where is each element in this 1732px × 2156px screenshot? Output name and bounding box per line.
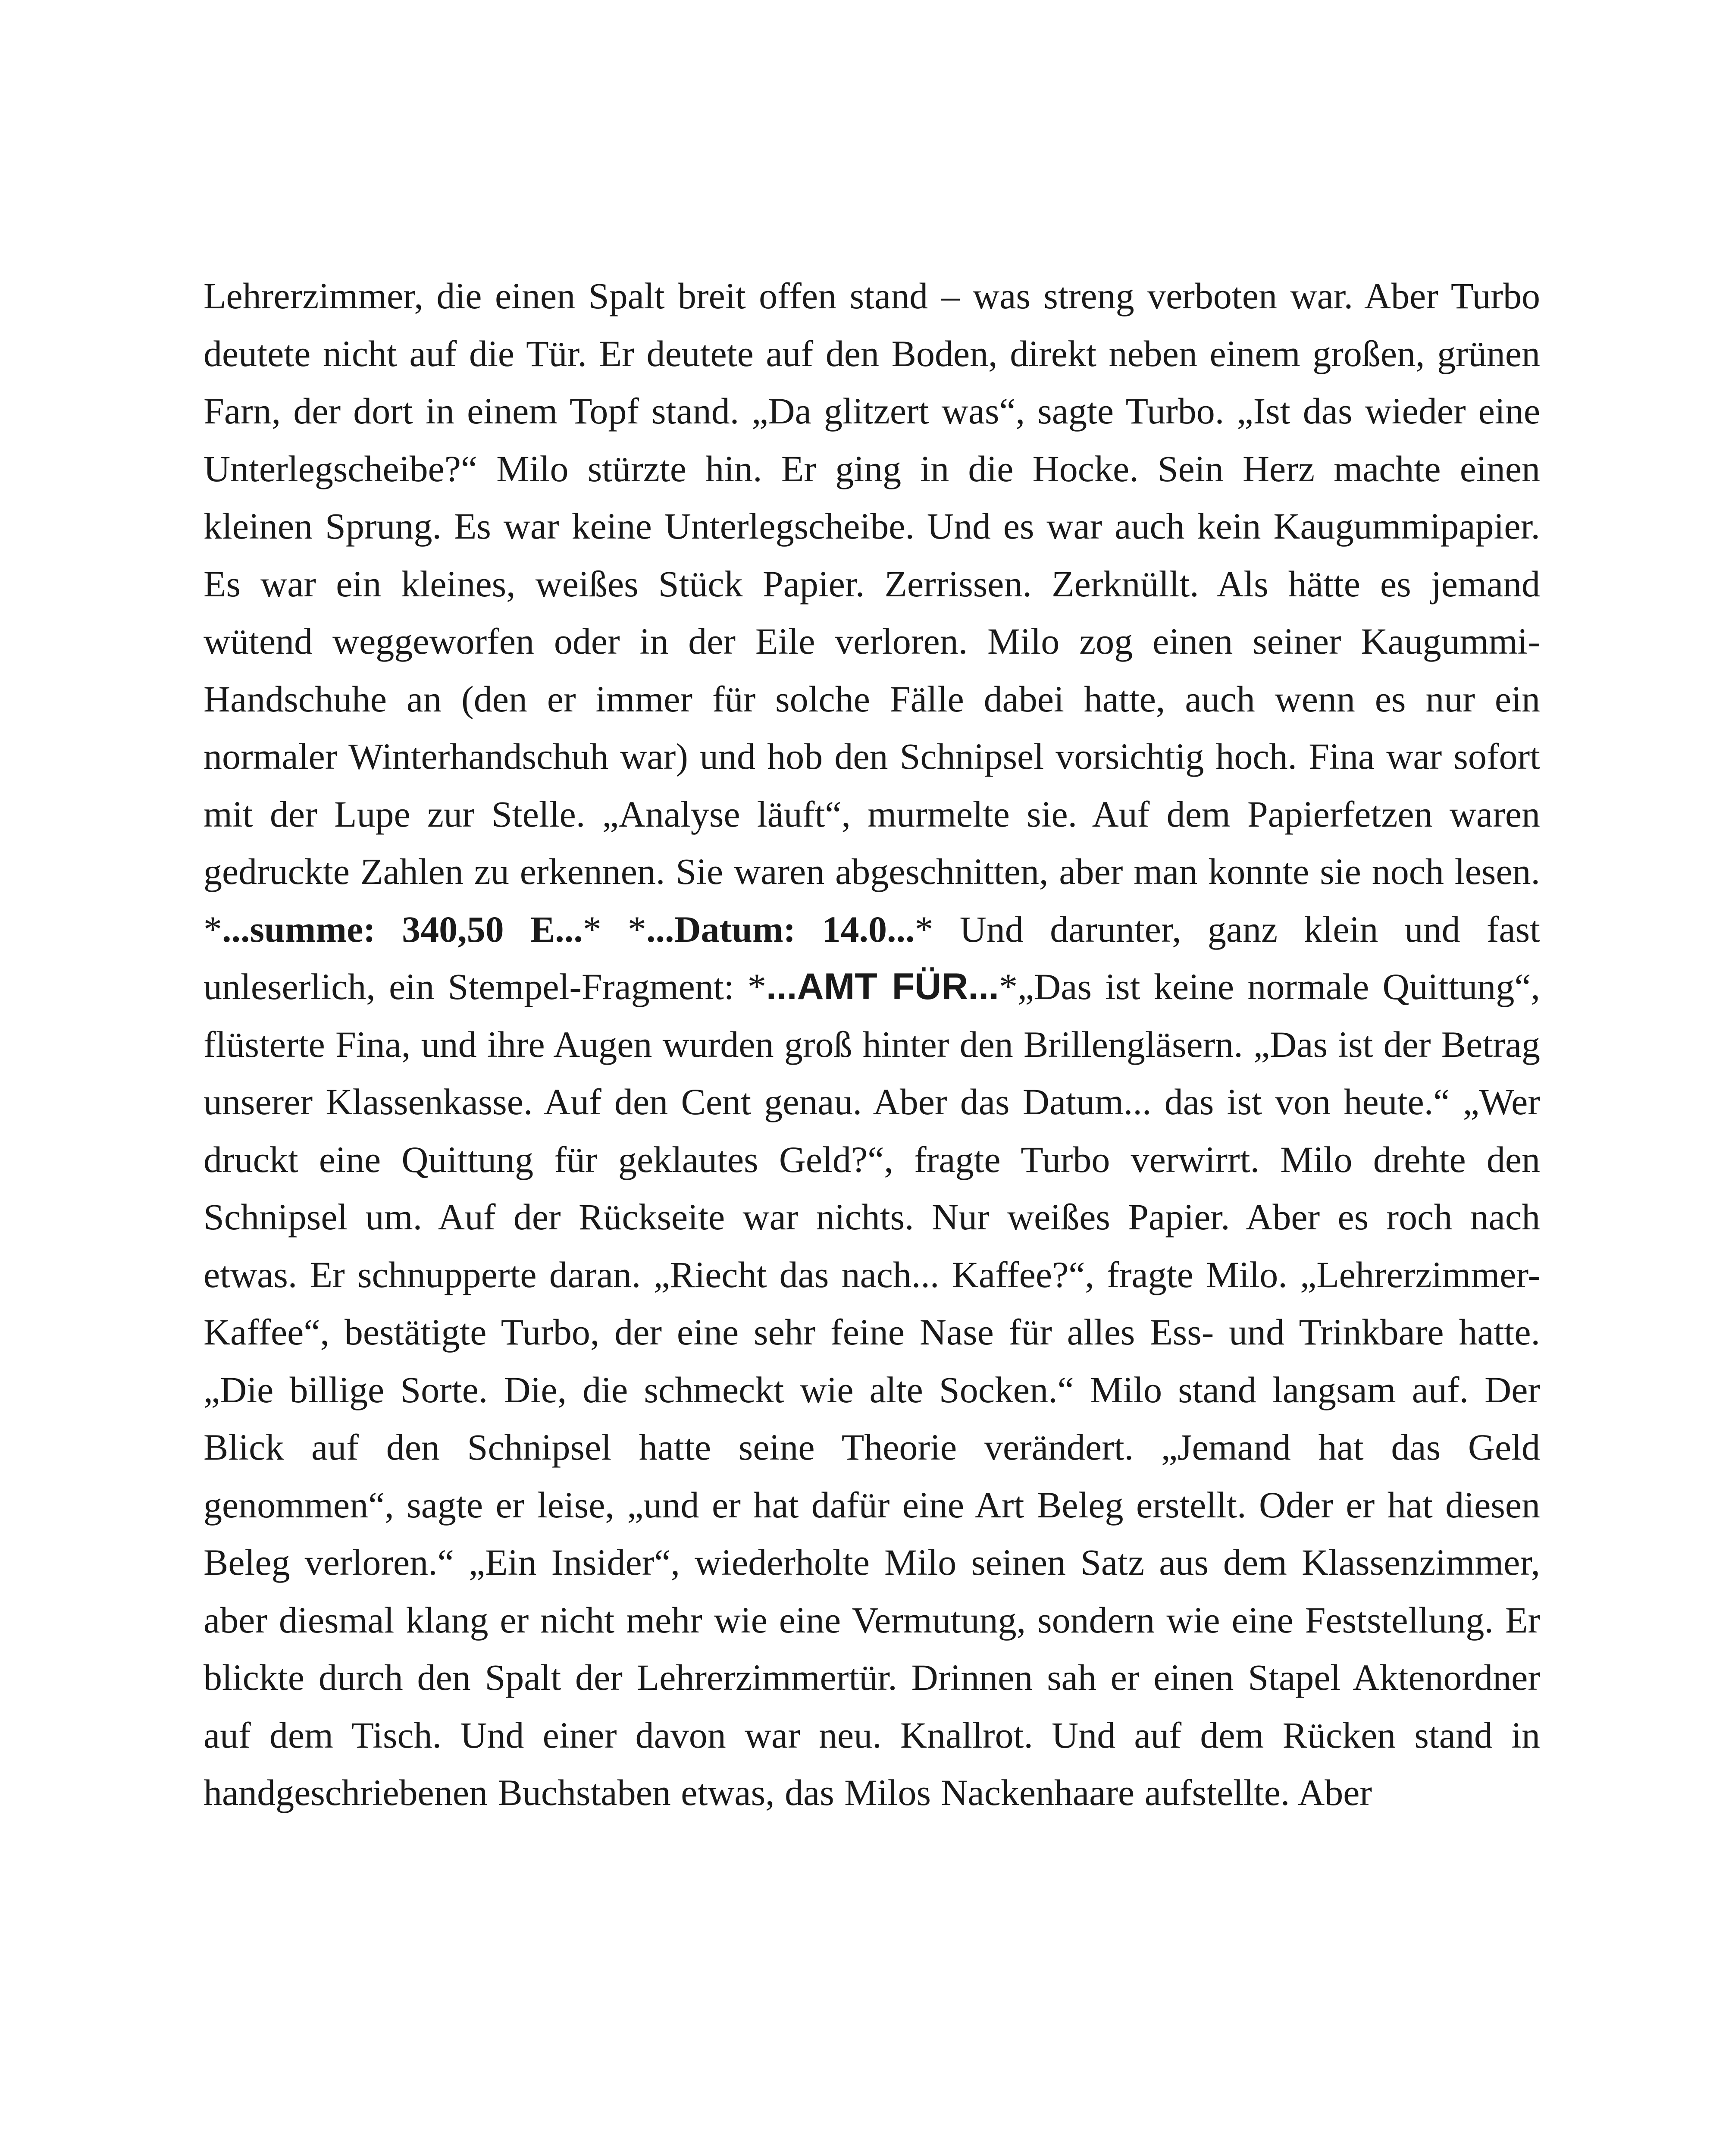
paragraph-text-part-2: * * bbox=[583, 908, 646, 950]
paragraph-text-part-3: * Und darunter, ganz klein und fast unleserlich, ein Stempel-Fragment: * bbox=[204, 908, 1541, 1007]
paragraph-text-part-4: *„Das ist keine normale Quittung“, flüsterte Fina, und ihre Augen wurden groß hinter den Brillengläsern. „Das ist der Betrag unserer Klassenkasse. Auf den Cent genau. Aber das Datum... das ist von heute.“ „Wer druckt eine Quittung für geklautes Geld?“, fragte Turbo verwirrt. Milo drehte den Schnipsel um. Auf der Rückseite war nichts. Nur weißes Papier. Aber es roch nach etwas. Er schnupperte daran. „Riecht das nach... Kaffee?“, fragte Milo. „Lehrerzimmer-Kaffee“, bestätigte Turbo, der eine sehr feine Nase für alles Ess- und Trinkbare hatte. „Die billige Sorte. Die, die schmeckt wie alte Socken.“ Milo stand langsam auf. Der Blick auf den Schnipsel hatte seine Theorie verändert. „Jemand hat das Geld genommen“, sagte er leise, „und er hat dafür eine Art Beleg erstellt. Oder er hat diesen Beleg verloren.“ „Ein Insider“, wiederholte Milo seinen Satz aus dem Klassenzimmer, aber diesmal klang er nicht mehr wie eine Vermutung, sondern wie eine Feststellung. Er blickte durch den Spalt der Lehrerzimmertür. Drinnen sah er einen Stapel Aktenordner auf dem Tisch. Und einer davon war neu. Knallrot. Und auf dem Rücken stand in handgeschriebenen Buchstaben etwas, das Milos Nackenhaare aufstellte. Aber bbox=[204, 966, 1540, 1813]
receipt-date-fragment: ...Datum: 14.0... bbox=[646, 908, 915, 950]
stamp-fragment: ...AMT FÜR... bbox=[766, 966, 999, 1007]
paragraph-text-part-1: Lehrerzimmer, die einen Spalt breit offen stand – was streng verboten war. Aber Turbo deutete nicht auf die Tür. Er deutete auf den Boden, direkt neben einem großen, grünen Farn, der dort in einem Topf stand. „Da glitzert was“, sagte Turbo. „Ist das wieder eine Unterlegscheibe?“ Milo stürzte hin. Er ging in die Hocke. Sein Herz machte einen kleinen Sprung. Es war keine Unterlegscheibe. Und es war auch kein Kaugummipapier. Es war ein kleines, weißes Stück Papier. Zerrissen. Zerknüllt. Als hätte es jemand wütend weggeworfen oder in der Eile verloren. Milo zog einen seiner Kaugummi-Handschuhe an (den er immer für solche Fälle dabei hatte, auch wenn es nur ein normaler Winterhandschuh war) und hob den Schnipsel vorsichtig hoch. Fina war sofort mit der Lupe zur Stelle. „Analyse läuft“, murmelte sie. Auf dem Papierfetzen waren gedruckte Zahlen zu erkennen. Sie waren abgeschnitten, aber man konnte sie noch lesen. * bbox=[204, 275, 1540, 950]
body-paragraph bbox=[204, 267, 1540, 1822]
receipt-sum-fragment: ...summe: 340,50 E... bbox=[222, 908, 583, 950]
